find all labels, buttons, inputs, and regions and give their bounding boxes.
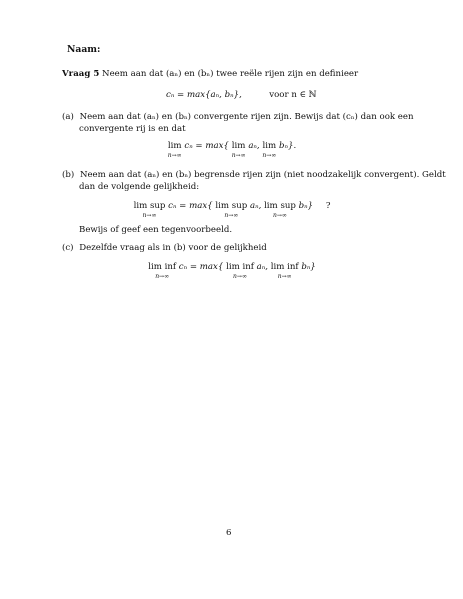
part-a-lim-a: lim [231, 141, 246, 151]
question-intro: Neem aan dat (aₙ) en (bₙ) twee reële rijen zijn en definieer [102, 69, 359, 79]
part-a-c-expr: cₙ = max{ [184, 141, 229, 151]
part-a-lim-c: lim [167, 141, 182, 151]
part-a-b-expr: bₙ}. [279, 141, 297, 151]
part-b-limsup-a: lim sup [215, 201, 248, 211]
part-a-text2: convergente rij is en dat [79, 124, 186, 134]
part-c-liminf-c: lim inf [148, 262, 177, 272]
part-c-c-expr: cₙ = max{ [178, 262, 224, 272]
part-b-label: (b) [62, 170, 75, 180]
part-a-line1 [62, 112, 414, 123]
part-a-text1: Neem aan dat (aₙ) en (bₙ) convergente rijen zijn. Bewijs dat (cₙ) dan ook een [79, 112, 414, 122]
part-c-liminf-b-sub: n→∞ [277, 272, 292, 280]
question-label: Vraag 5 [62, 69, 100, 79]
part-a-lim-a-sub: n→∞ [231, 151, 246, 159]
page-number: 6 [226, 528, 232, 538]
part-c-b-expr: bₙ} [301, 262, 316, 272]
part-a-formula [62, 141, 402, 159]
part-b-c-expr: cₙ = max{ [168, 201, 213, 211]
part-b-formula [62, 201, 402, 219]
part-a-lim-b-sub: n→∞ [262, 151, 277, 159]
part-b-b-expr: bₙ} [298, 201, 314, 211]
part-b-text1: Neem aan dat (aₙ) en (bₙ) begrensde rijen zijn (niet noodzakelijk convergent). Geldt [79, 170, 446, 180]
question-intro-line [62, 69, 358, 80]
part-b-a-expr: aₙ, [249, 201, 262, 211]
part-a-lim-b: lim [262, 141, 277, 151]
part-c-label: (c) [62, 243, 74, 253]
part-a-lim-c-sub: n→∞ [167, 151, 182, 159]
part-c-liminf-b: lim inf [270, 262, 299, 272]
part-c-formula [62, 262, 402, 280]
name-label: Naam: [67, 44, 101, 55]
part-c-liminf-a-sub: n→∞ [233, 272, 247, 280]
part-b-limsup-c-sub: n→∞ [142, 211, 157, 219]
part-b-question-mark: ? [325, 201, 331, 211]
part-c-a-expr: aₙ, [256, 262, 268, 272]
part-b-limsup-b: lim sup [264, 201, 296, 211]
definition-domain: voor n ∈ ℕ [269, 90, 317, 100]
part-b-text2: dan de volgende gelijkheid: [79, 182, 200, 192]
part-b-limsup-b-sub: n→∞ [273, 211, 287, 219]
definition-expression: cₙ = max{aₙ, bₙ}, [166, 90, 242, 100]
part-b-line1 [62, 170, 446, 181]
part-b-limsup-c: lim sup [133, 201, 166, 211]
part-b-limsup-a-sub: n→∞ [224, 211, 239, 219]
part-b-after: Bewijs of geef een tegenvoorbeeld. [79, 225, 233, 235]
part-c-liminf-c-sub: n→∞ [155, 272, 170, 280]
part-a-label: (a) [62, 112, 74, 122]
part-c-line1 [62, 243, 267, 254]
part-c-liminf-a: lim inf [226, 262, 254, 272]
definition-formula [166, 90, 317, 101]
part-a-a-expr: aₙ, [248, 141, 260, 151]
part-c-text1: Dezelfde vraag als in (b) voor de gelijkheid [79, 243, 267, 253]
